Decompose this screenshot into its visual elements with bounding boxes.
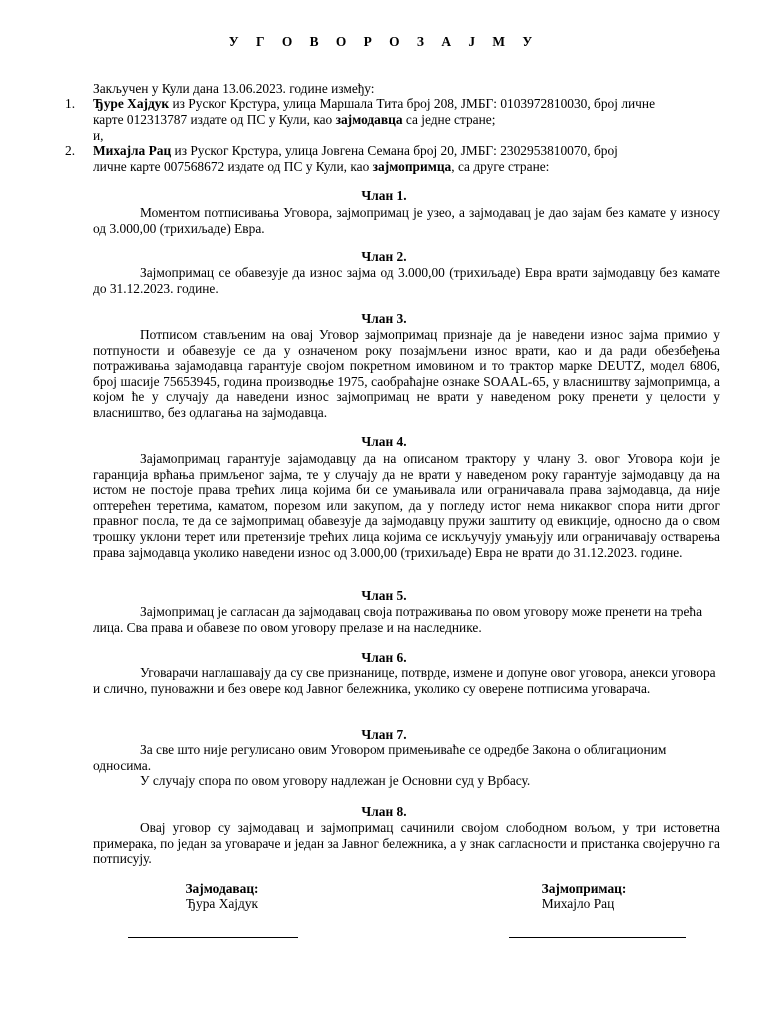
article-1-title: Члан 1. xyxy=(361,188,407,203)
article-2-paragraph: Зајмопримац се обавезује да износ зајма од 3.000,00 (трихиљаде) Евра врати зајмодавцу без камате до 31.12.2023. године. xyxy=(93,265,720,296)
borrower-signature-line xyxy=(509,937,686,938)
article-2-title: Члан 2. xyxy=(361,249,407,264)
lender-signature-name: Ђура Хајдук xyxy=(185,896,259,911)
article-8-title: Члан 8. xyxy=(361,804,407,819)
article-5-paragraph: Зајмопримац је сагласан да зајмодавац своја потраживања по овом уговору може пренети на трећа лица. Сва права и обавезе по овом уговору прелазе и на наследнике. xyxy=(93,604,703,635)
article-7-title: Члан 7. xyxy=(361,727,407,742)
party-1-line2-pre: карте 012313787 издате од ПС у Кули, као xyxy=(93,111,336,127)
and-word: и, xyxy=(93,128,104,143)
article-6-title: Члан 6. xyxy=(361,650,407,665)
article-4-title: Члан 4. xyxy=(361,434,407,449)
article-7-paragraph-2: У случају спора по овом уговору надлежан је Основни суд у Врбасу. xyxy=(140,773,531,788)
borrower-signature-label: Зајмопримац: xyxy=(541,881,627,896)
party-1-line2-post: са једне стране; xyxy=(402,111,496,127)
borrower-signature-name: Михајло Рац xyxy=(541,896,615,911)
party-2-line1: из Руског Крстура, улица Јовгена Семана број 20, ЈМБГ: 2302953810070, број xyxy=(171,143,618,158)
party-1-text xyxy=(93,96,693,127)
party-2-line2-post: , са друге стране: xyxy=(451,158,550,174)
party-1-line1: из Руског Крстура, улица Маршала Тита број 208, ЈМБГ: 0103972810030, број личне xyxy=(169,96,656,111)
article-5-title: Члан 5. xyxy=(361,588,407,603)
article-3-paragraph: Потписом стављеним на овај Уговор зајмопримац признаје да је наведени износ зајма примио у потпуности и обавезује се да у означеном року позајмљени износ врати, као и да ради обезбеђења потраживања зајамодавца гарантује својом покретном имовином и то трактор марке DEUTZ, модел 6806, број шасије 75653945, година производње 1975, саобраћајне ознаке SOAAL-65, у власништву зајмопримца, а којом ће у случају да наведени износ зајмопримац не врати у наведеном року пренети у целости у власништво, без одлагања на зајмодавца. xyxy=(93,327,720,420)
article-7-paragraph-1: За све што није регулисано овим Уговором примењиваће се одредбе Закона о облигационим односима. xyxy=(93,742,667,773)
article-3-title: Члан 3. xyxy=(361,311,407,326)
party-1-role: зајмодавца xyxy=(335,111,403,127)
party-2-number: 2. xyxy=(65,143,76,158)
party-2-text xyxy=(93,143,693,174)
party-1-name: Ђуре Хајдук xyxy=(93,96,170,111)
party-2-line2-pre: личне карте 007568672 издате од ПС у Кули, као xyxy=(93,158,373,174)
lender-signature-line xyxy=(128,937,298,938)
article-4-paragraph: Зајамопримац гарантује зајамодавцу да на описаном трактору у члану 3. овог Уговора који је гаранција врћања примљеног зајма, те у случају да не врати у наведеном року гарантује зајмодавцу да на истом не постоје права трећих лица којима би се умањивала или ограничавала права зајмодавца, да није оптерећен теретима, каматом, порезом или закупом, да у погледу истог нема никаквог спора нити дргог правног посла, те да се зајмопримац обавезује да зајмодавцу пружи заштиту од евикције, односно да о свом трошку уклони терет или претензије трећих лица којима се искључују умањују или ограничавају остварења права зајмодавца уколико наведени износ од 3.000,00 (трихиљаде) Евра не врати до 31.12.2023. године. xyxy=(93,451,720,560)
article-8-paragraph: Овај уговор су зајмодавац и зајмопримац сачинили својом слободном вољом, у три истоветна примерака, по један за уговараче и један за Јавног бележника, а у знак сагласности и пристанка својеручно га потписују. xyxy=(93,820,720,867)
document-title: У Г О В О Р О З А Ј М У xyxy=(228,34,540,49)
article-1-paragraph: Моментом потписивања Уговора, зајмопримац је узео, а зајмодавац је дао зајам без камате у износу од 3.000,00 (трихиљаде) Евра. xyxy=(93,205,720,236)
party-2-name: Михајла Рац xyxy=(93,143,172,158)
intro-line: Закључен у Кули дана 13.06.2023. године између: xyxy=(93,81,375,96)
lender-signature-label: Зајмодавац: xyxy=(185,881,259,896)
party-1-number: 1. xyxy=(65,96,76,111)
article-6-paragraph: Уговарачи наглашавају да су све признанице, потврде, измене и допуне овог уговора, анекси уговора и слично, пуноважни и без овере код Јавног бележника, уколико су оверене потписима уговарача. xyxy=(93,665,716,696)
party-2-role: зајмопримца xyxy=(372,158,452,174)
